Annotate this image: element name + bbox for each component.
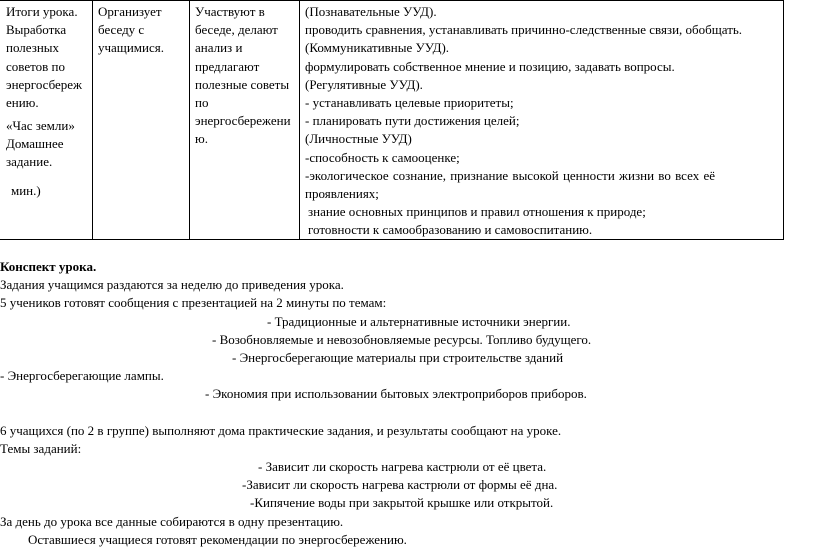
paragraph: 6 учащихся (по 2 в группе) выполняют дома практические задания, и результаты сообщают на уроке. (0, 422, 562, 438)
cell-line: энергосбережени (195, 113, 291, 129)
cell-line: проводить сравнения, устанавливать причинно-следственные связи, обобщать. (305, 22, 743, 38)
cell-line: проявлениях; (305, 186, 379, 202)
table-cell-students (190, 0, 300, 240)
results-text (6, 3, 82, 112)
cell-line: предлагают (195, 58, 260, 74)
paragraph: 5 учеников готовят сообщения с презентацией на 2 минуты по темам: (0, 295, 387, 311)
blank-line (0, 404, 816, 422)
topic-item: - Традиционные и альтернативные источники энергии. (267, 313, 571, 329)
cell-line: (Познавательные УУД). (305, 4, 437, 19)
cell-line: Домашнее (6, 136, 64, 152)
table-cell-teacher (93, 0, 190, 240)
cell-line: полезных (6, 40, 60, 56)
lesson-table (0, 0, 813, 240)
uud-text (305, 3, 783, 240)
lesson-summary (0, 258, 816, 549)
teacher-text (98, 3, 164, 58)
task-item: - Зависит ли скорость нагрева кастрюли от её цвета. (258, 459, 547, 475)
summary-heading: Конспект урока. (0, 259, 97, 274)
cell-line: ению. (6, 95, 39, 111)
cell-line: формулировать собственное мнение и позицию, задавать вопросы. (305, 58, 675, 74)
cell-line: анализ и (195, 40, 243, 56)
time-note: мин.) (11, 183, 41, 198)
task-item: -Кипячение воды при закрытой крышке или открытой. (250, 495, 554, 511)
paragraph: За день до урока все данные собираются в одну презентацию. (0, 513, 344, 529)
cell-line: Итоги урока. (6, 4, 78, 19)
table-cell-results (0, 0, 93, 240)
cell-line: ю. (195, 131, 208, 147)
topic-item: - Энергосберегающие материалы при строительстве зданий (232, 350, 564, 366)
students-text (195, 3, 291, 149)
cell-line: Выработка (6, 22, 67, 38)
cell-line: (Личностные УУД) (305, 131, 412, 147)
cell-line: «Час земли» (6, 118, 75, 133)
cell-line: энергосбереж (6, 76, 83, 92)
cell-line: задание. (6, 154, 53, 170)
cell-line: беседе, делают (195, 22, 278, 38)
paragraph: Оставшиеся учащиеся готовят рекомендации по энергосбережению. (28, 531, 407, 547)
cell-line: Участвуют в (195, 4, 265, 19)
cell-line: - планировать пути достижения целей; (305, 113, 520, 129)
cell-line: (Регулятивные УУД). (305, 76, 423, 92)
cell-line: знание основных принципов и правил отношения к природе; (308, 204, 646, 220)
cell-line: -экологическое сознание, признание высокой ценности жизни во всех её (305, 167, 715, 183)
cell-line: по (195, 95, 209, 111)
cell-line: полезные советы (195, 76, 290, 92)
cell-line: учащимися. (98, 40, 164, 56)
homework-text (6, 117, 75, 172)
cell-line: Организует (98, 4, 162, 19)
paragraph: Темы заданий: (0, 440, 82, 456)
topic-item: - Возобновляемые и невозобновляемые ресурсы. Топливо будущего. (212, 331, 592, 347)
cell-line: готовности к самообразованию и самовоспитанию. (308, 222, 593, 238)
cell-line: -способность к самооценке; (305, 149, 460, 165)
paragraph: Задания учащимся раздаются за неделю до приведения урока. (0, 277, 344, 293)
topic-item: - Энергосберегающие лампы. (0, 368, 164, 384)
cell-line: (Коммуникативные УУД). (305, 40, 450, 56)
task-item: -Зависит ли скорость нагрева кастрюли от формы её дна. (242, 477, 558, 493)
cell-line: советов по (6, 58, 65, 74)
cell-line: беседу с (98, 22, 145, 38)
cell-line: - устанавливать целевые приоритеты; (305, 95, 514, 111)
topic-item: - Экономия при использовании бытовых электроприборов приборов. (205, 386, 587, 402)
